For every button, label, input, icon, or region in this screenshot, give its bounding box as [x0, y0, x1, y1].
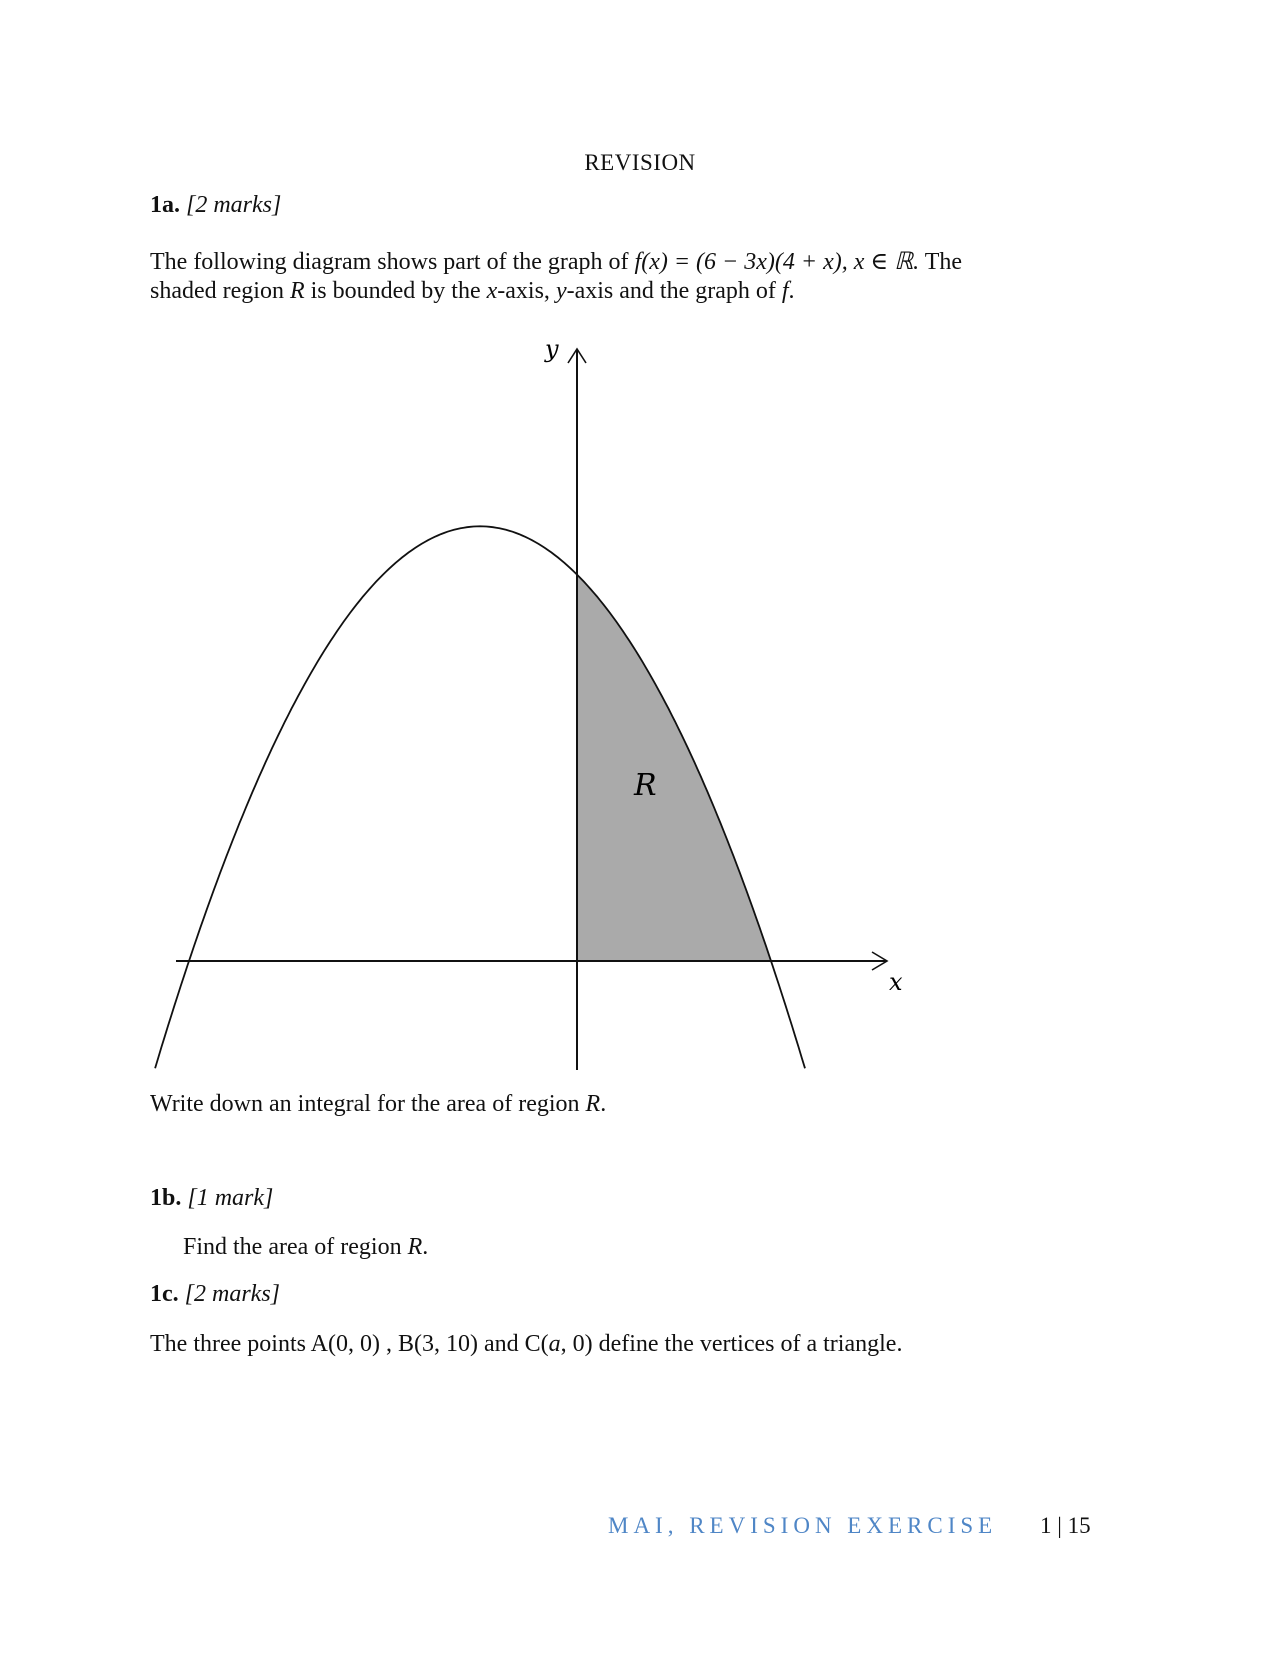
y-axis-label: y [545, 335, 559, 363]
shaded-region-r [577, 575, 771, 961]
question-1a-instruction [150, 1090, 606, 1119]
page-title: REVISION [584, 150, 696, 175]
instruction-text: Write down an integral for the area of region [150, 1091, 586, 1117]
question-marks: [2 marks] [186, 192, 282, 218]
question-number: 1a. [150, 192, 180, 218]
question-1b-label [150, 1185, 273, 1212]
question-text: . [422, 1234, 429, 1260]
question-1b-text [183, 1233, 428, 1262]
question-marks: [2 marks] [184, 1281, 280, 1307]
function-expression: f(x) = (6 − 3x)(4 + x), x ∈ ℝ. [634, 249, 920, 275]
question-number: 1c. [150, 1281, 179, 1307]
region-label: R [634, 768, 657, 803]
region-letter: R [407, 1234, 423, 1260]
y-axis-symbol: y [555, 278, 567, 304]
intro-text: -axis, [497, 278, 556, 304]
question-number: 1b. [150, 1185, 182, 1211]
intro-text: The following diagram shows part of the graph of [150, 249, 635, 275]
question-marks: [1 mark] [187, 1185, 274, 1211]
page-number: 1 | 15 [1040, 1513, 1091, 1538]
intro-text: is bounded by the [304, 278, 487, 304]
intro-text: The [919, 249, 963, 275]
region-letter: R [289, 278, 305, 304]
question-1c-text [150, 1330, 902, 1359]
x-axis-symbol: x [486, 278, 498, 304]
question-text: The three points A(0, 0) , B(3, 10) and C( [150, 1331, 549, 1357]
footer-label: MAI, REVISION EXERCISE [608, 1513, 998, 1538]
question-text: , 0) define the vertices of a triangle. [560, 1331, 903, 1357]
intro-text: shaded region [150, 278, 290, 304]
question-text: Find the area of region [183, 1234, 408, 1260]
intro-text: -axis and the graph of [566, 278, 782, 304]
function-name: f [781, 278, 789, 304]
x-axis-label: x [889, 968, 903, 996]
instruction-text: . [600, 1091, 607, 1117]
question-1c-label [150, 1281, 280, 1308]
variable-a: a [548, 1331, 561, 1357]
region-letter: R [585, 1091, 601, 1117]
intro-text: . [788, 278, 795, 304]
